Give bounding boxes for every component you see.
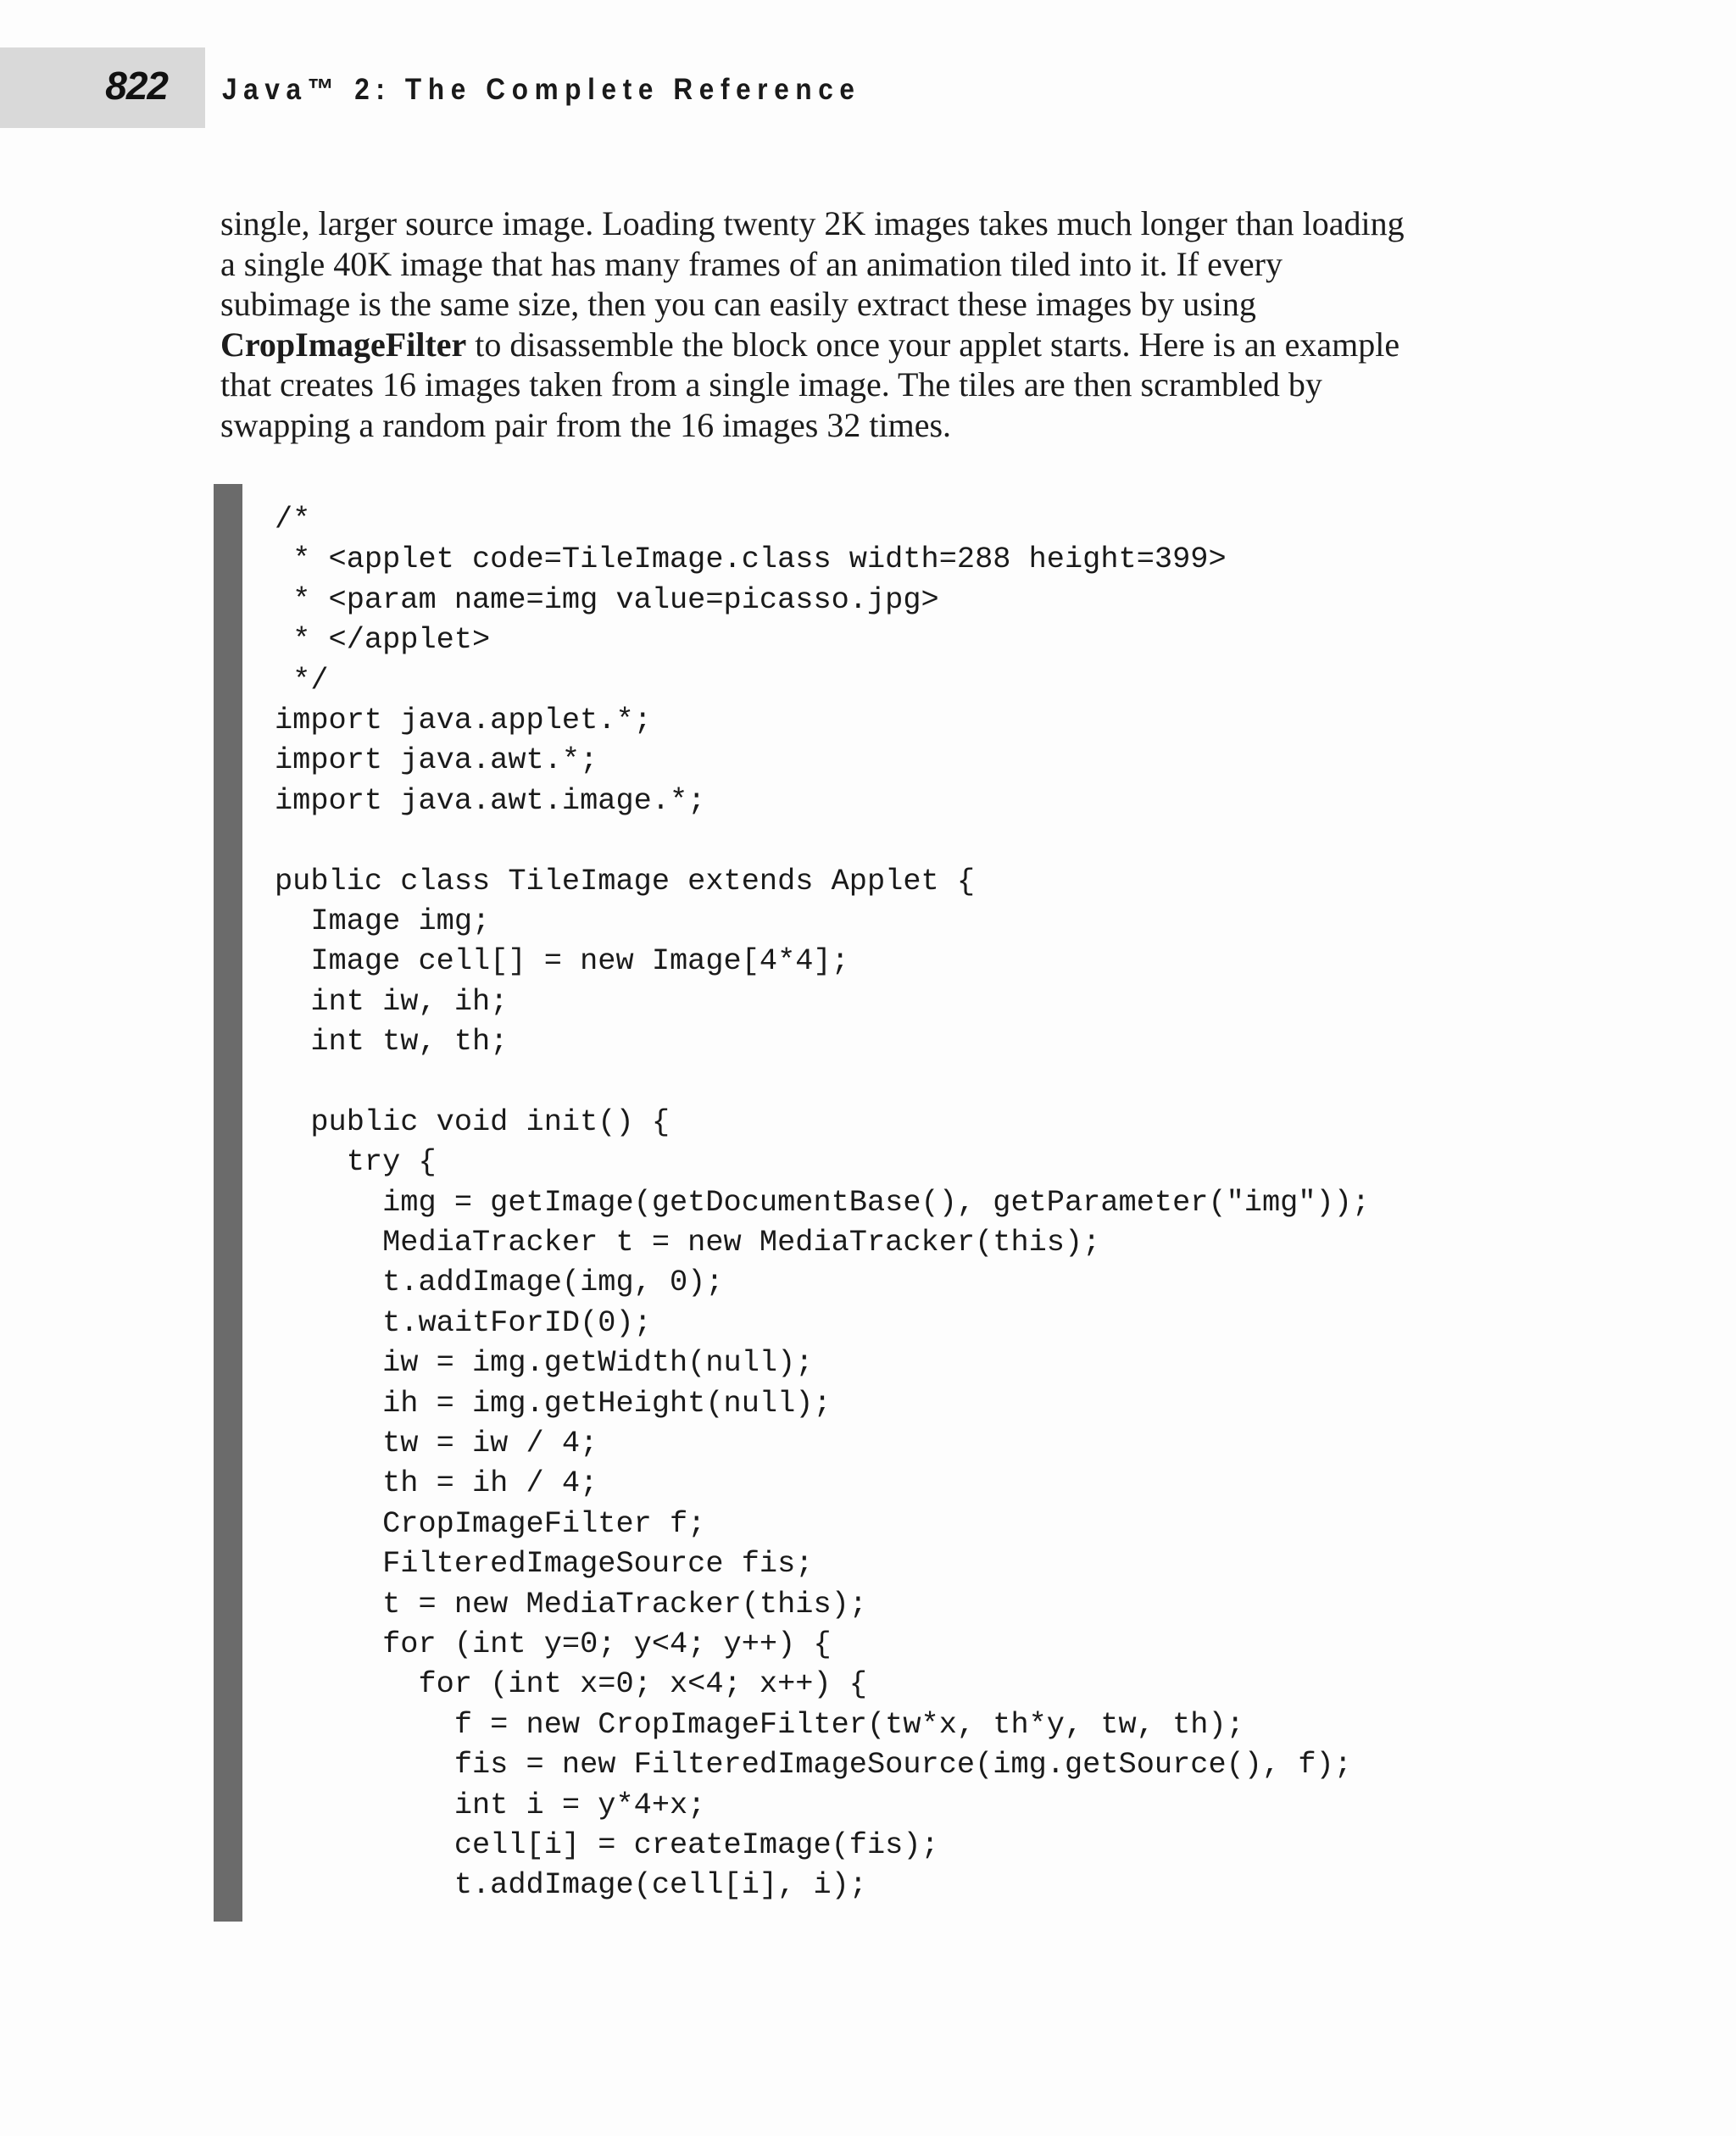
code-line: public void init() { xyxy=(275,1104,670,1139)
code-line xyxy=(275,1062,1370,1102)
paragraph-line: a single 40K image that has many frames of an animation tiled into it. If every xyxy=(220,244,1283,283)
paragraph-line: swapping a random pair from the 16 images 32 times. xyxy=(220,405,952,444)
paragraph-line xyxy=(220,325,1543,365)
code-line: * <applet code=TileImage.class width=288 height=399> xyxy=(275,542,1227,577)
code-block-bar xyxy=(214,484,242,1922)
code-listing xyxy=(275,500,1370,1906)
code-line: t = new MediaTracker(this); xyxy=(275,1587,867,1621)
code-line: img = getImage(getDocumentBase(), getParameter("img")); xyxy=(275,1185,1371,1220)
code-line: ih = img.getHeight(null); xyxy=(275,1386,832,1421)
code-line: int iw, ih; xyxy=(275,984,509,1019)
body-paragraph xyxy=(220,203,1543,445)
code-line: FilteredImageSource fis; xyxy=(275,1547,814,1582)
code-line: int i = y*4+x; xyxy=(275,1788,706,1822)
code-line: for (int x=0; x<4; x++) { xyxy=(275,1667,867,1702)
code-line: /* xyxy=(275,503,311,537)
code-line: t.addImage(cell[i], i); xyxy=(275,1868,867,1903)
code-line: import java.awt.image.*; xyxy=(275,783,706,818)
paragraph-line: single, larger source image. Loading twenty 2K images takes much longer than loading xyxy=(220,204,1405,242)
code-line: MediaTracker t = new MediaTracker(this); xyxy=(275,1226,1101,1260)
code-line: */ xyxy=(275,663,329,698)
code-line xyxy=(275,821,1370,861)
code-line: import java.awt.*; xyxy=(275,743,598,778)
code-line: try { xyxy=(275,1145,437,1180)
code-line: fis = new FilteredImageSource(img.getSource(), f); xyxy=(275,1748,1352,1783)
code-line: tw = iw / 4; xyxy=(275,1426,598,1460)
code-line: cell[i] = createImage(fis); xyxy=(275,1827,939,1862)
bold-term: CropImageFilter xyxy=(220,325,467,364)
page-number: 822 xyxy=(105,64,168,108)
paragraph-line: that creates 16 images taken from a single image. The tiles are then scrambled by xyxy=(220,365,1322,403)
code-line: * <param name=img value=picasso.jpg> xyxy=(275,582,939,617)
running-head: Java™ 2: The Complete Reference xyxy=(222,73,861,106)
paragraph-line-rest: to disassemble the block once your applet starts. Here is an example xyxy=(475,325,1400,364)
code-line: public class TileImage extends Applet { xyxy=(275,864,976,898)
code-line: CropImageFilter f; xyxy=(275,1506,706,1541)
code-line: t.addImage(img, 0); xyxy=(275,1265,724,1300)
code-line: iw = img.getWidth(null); xyxy=(275,1346,814,1381)
code-line: f = new CropImageFilter(tw*x, th*y, tw, th); xyxy=(275,1707,1244,1742)
code-line: import java.applet.*; xyxy=(275,703,652,737)
code-line: Image cell[] = new Image[4*4]; xyxy=(275,944,849,979)
paragraph-line: subimage is the same size, then you can easily extract these images by using xyxy=(220,285,1256,323)
code-line: th = ih / 4; xyxy=(275,1466,598,1501)
code-line: Image img; xyxy=(275,904,491,938)
code-line: * </applet> xyxy=(275,623,491,658)
code-line: for (int y=0; y<4; y++) { xyxy=(275,1627,832,1661)
page-number-tab xyxy=(0,47,205,128)
code-line: t.waitForID(0); xyxy=(275,1305,652,1340)
code-line: int tw, th; xyxy=(275,1025,509,1060)
